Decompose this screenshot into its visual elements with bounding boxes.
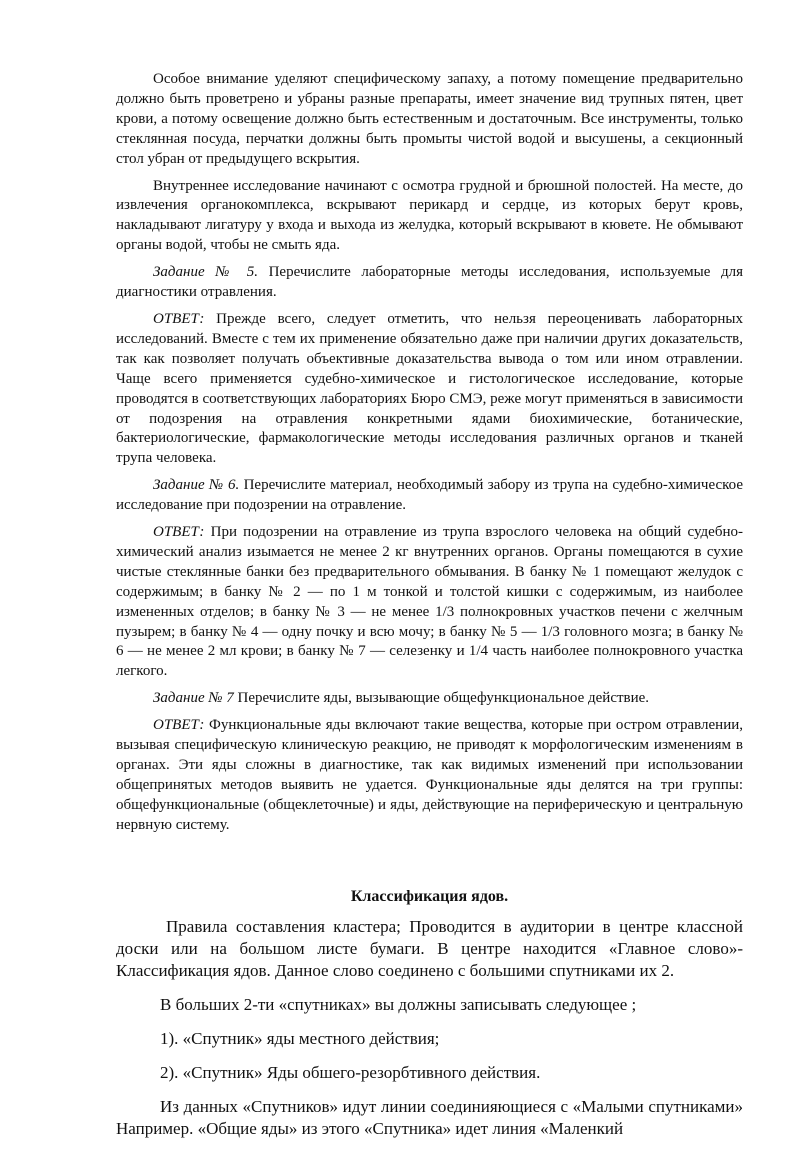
answer-5-label: ОТВЕТ: bbox=[153, 310, 205, 327]
satellite-item-2: 2). «Спутник» Яды обшего-резорбтивного действия. bbox=[160, 1062, 541, 1082]
task-5-text: Перечислите лабораторные методы исследования, используемые для диагностики отравления. bbox=[116, 264, 743, 301]
task-7-text: Перечислите яды, вызывающие общефункциональное действие. bbox=[233, 690, 650, 707]
answer-6 bbox=[116, 523, 743, 682]
answer-7-text: Функциональные яды включают такие вещества, которые при остром отравлении, вызывая специфическую клиническую реакцию, не приводят к морфологическим изменениям в органах. Эти яды сложны в диагностике, так как видимых изменений при использовании общепринятых методов выявить не удается. Функциональные яды делятся на три группы: общефункциональные (общеклеточные) и яды, действующие на периферическую и центральную нервную систему. bbox=[116, 717, 743, 833]
task-6 bbox=[116, 476, 743, 516]
task-5-label: Задание № 5. bbox=[153, 264, 258, 281]
paragraph-internal-exam: Внутреннее исследование начинают с осмотра грудной и брюшной полостей. На месте, до извлечения органокомплекса, вскрывают перикард и сердце, из которых берут кровь, накладывают лигатуру у входа и выхода из желудка, который вскрывают в кювете. Не обмывают органы водой, чтобы не смыть яда. bbox=[116, 177, 743, 254]
task-7-label: Задание № 7 bbox=[153, 690, 234, 707]
answer-6-text: При подозрении на отравление из трупа взрослого человека на общий судебно-химический анализ изымается не менее 2 кг внутренних органов. Органы помещаются в сухие чистые стеклянные банки без предварительного обмывания. В банку № 1 помещают желудок с содержимым; в банку № 2 — по 1 м тонкой и толстой кишки с содержимым, из наиболее измененных отделов; в банку № 3 — не менее 1/3 полнокровных участков печени с желчным пузырем; в банку № 4 — одну почку и всю мочу; в банку № 5 — 1/3 головного мозга; в банку № 6 — не менее 2 мл крови; в банку № 7 — селезенку и 1/4 часть наиболее полнокровного участка легкого. bbox=[116, 524, 743, 680]
cluster-rules: Правила составления кластера; Проводится в аудитории в центре классной доски или на большом листе бумаги. В центре находится «Главное слово»- Классификация ядов. Данное слово соединено с большими спутниками их 2. bbox=[116, 916, 743, 980]
answer-7 bbox=[116, 716, 743, 835]
satellites-intro: В больших 2-ти «спутниках» вы должны записывать следующее ; bbox=[160, 994, 637, 1014]
task-6-label: Задание № 6. bbox=[153, 477, 240, 494]
satellite-item-1: 1). «Спутник» яды местного действия; bbox=[160, 1028, 440, 1048]
satellites-lines: Из данных «Спутников» идут линии соединияющиеся с «Малыми спутниками» Например. «Общие яды» из этого «Спутника» идет линия «Маленкий bbox=[116, 1096, 743, 1138]
answer-5-text: Прежде всего, следует отметить, что нельзя переоценивать лабораторных исследований. Вместе с тем их применение обязательно даже при наличии других доказательств, так как позволяет получать объективные доказательства вывода о том или ином отравлении. Чаще всего применяется судебно-химическое и гистологическое исследование, которые проводятся в соответствующих лабораториях Бюро СМЭ, реже могут применяться в зависимости от подозрения на отравления конкретными ядами биохимические, ботанические, бактериологические, фармакологические методы исследования различных органов и тканей трупа человека. bbox=[116, 310, 743, 467]
section-heading: Классификация ядов. bbox=[350, 887, 509, 905]
task-7 bbox=[116, 689, 743, 709]
document-page bbox=[116, 70, 743, 1152]
task-6-text: Перечислите материал, необходимый забору из трупа на судебно-химическое исследование при подозрении на отравление. bbox=[116, 477, 744, 514]
answer-7-label: ОТВЕТ: bbox=[153, 717, 205, 734]
task-5 bbox=[116, 263, 743, 303]
answer-5 bbox=[116, 310, 743, 469]
answer-6-label: ОТВЕТ: bbox=[153, 524, 205, 541]
paragraph-odor: Особое внимание уделяют специфическому запаху, а потому помещение предварительно должно быть проветрено и убраны разные препараты, имеет значение вид трупных пятен, цвет крови, а потому освещение должно быть естественным и достаточным. Все инструменты, только стеклянная посуда, перчатки должны быть промыты чистой водой и высушены, а секционный стол убран от предыдущего вскрытия. bbox=[116, 71, 743, 167]
